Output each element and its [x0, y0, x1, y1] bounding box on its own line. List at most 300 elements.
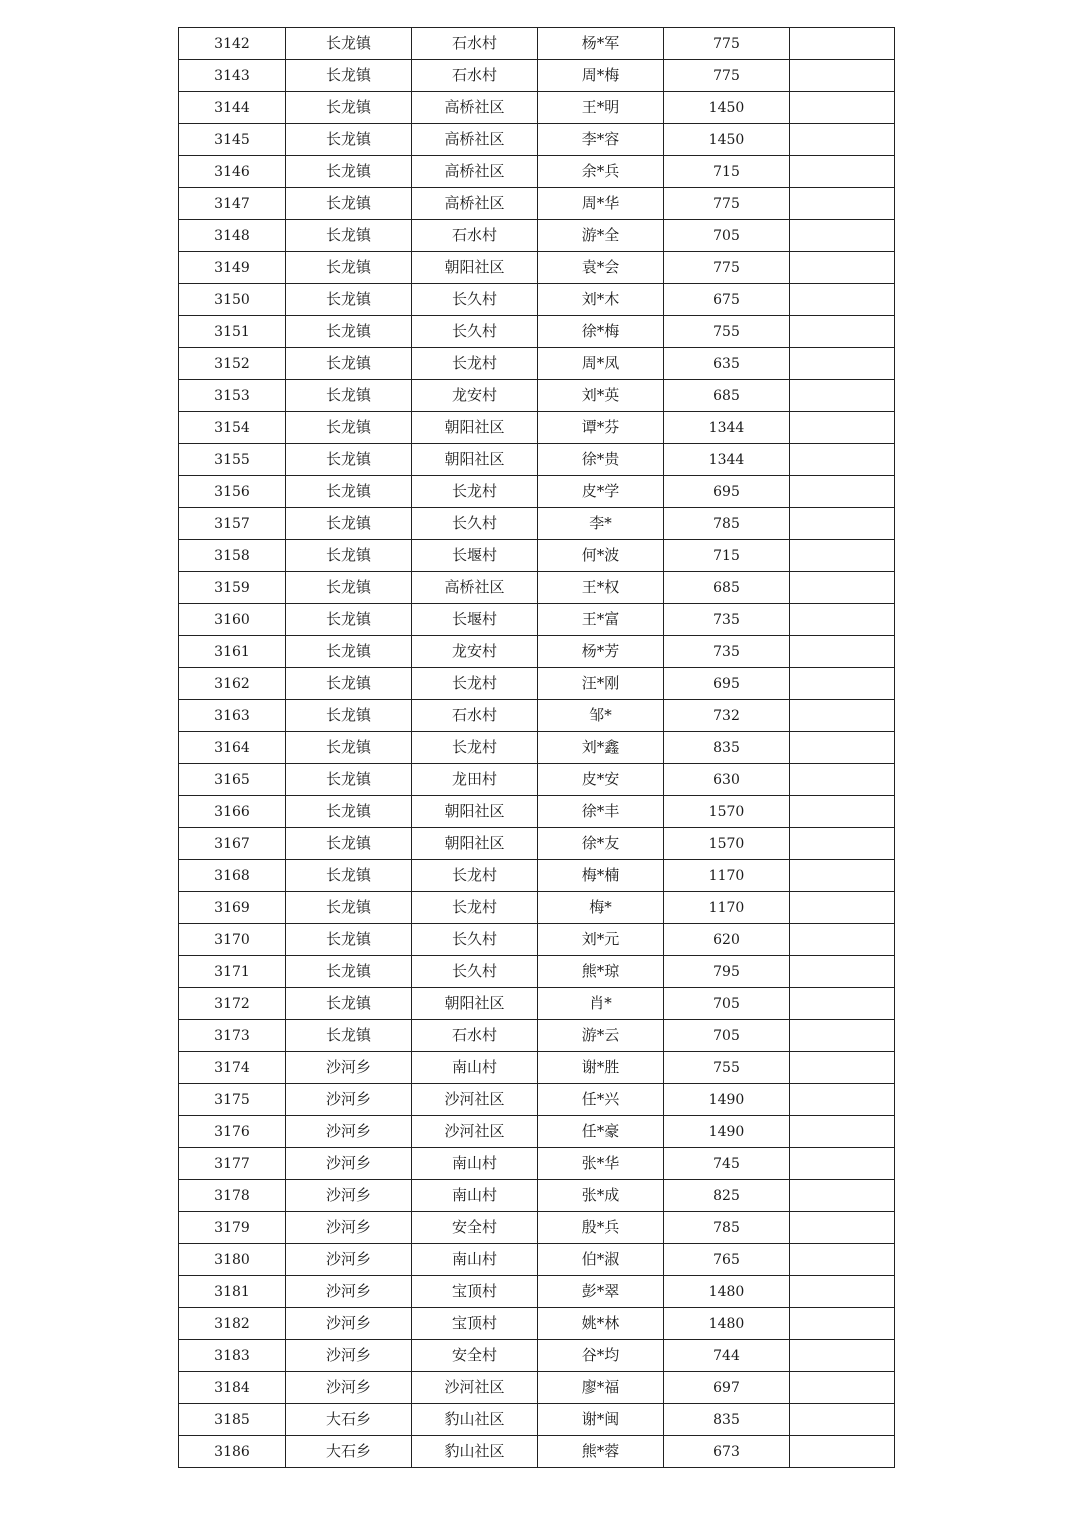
- cell-amount: 697: [664, 1372, 790, 1404]
- cell-person-name: 周*华: [538, 188, 664, 220]
- cell-village: 安全村: [412, 1340, 538, 1372]
- cell-village: 沙河社区: [412, 1084, 538, 1116]
- table-row: [179, 156, 895, 188]
- cell-serial-number: 3146: [179, 156, 286, 188]
- cell-person-name: 任*豪: [538, 1116, 664, 1148]
- cell-remark: [790, 380, 895, 412]
- cell-village: 石水村: [412, 28, 538, 60]
- cell-township: 长龙镇: [286, 764, 412, 796]
- cell-remark: [790, 1436, 895, 1468]
- table-row: [179, 700, 895, 732]
- cell-amount: 685: [664, 380, 790, 412]
- data-table: [178, 27, 895, 1468]
- table-row: [179, 412, 895, 444]
- cell-person-name: 彭*翠: [538, 1276, 664, 1308]
- cell-village: 南山村: [412, 1052, 538, 1084]
- cell-person-name: 徐*梅: [538, 316, 664, 348]
- cell-village: 龙安村: [412, 636, 538, 668]
- table-row: [179, 1372, 895, 1404]
- cell-amount: 1344: [664, 412, 790, 444]
- cell-person-name: 徐*贵: [538, 444, 664, 476]
- table-row: [179, 732, 895, 764]
- cell-serial-number: 3149: [179, 252, 286, 284]
- cell-amount: 775: [664, 28, 790, 60]
- cell-township: 沙河乡: [286, 1212, 412, 1244]
- cell-amount: 715: [664, 156, 790, 188]
- cell-serial-number: 3170: [179, 924, 286, 956]
- cell-amount: 1570: [664, 796, 790, 828]
- table-row: [179, 1052, 895, 1084]
- cell-remark: [790, 92, 895, 124]
- cell-township: 沙河乡: [286, 1052, 412, 1084]
- cell-amount: 1490: [664, 1084, 790, 1116]
- cell-amount: 705: [664, 220, 790, 252]
- cell-person-name: 肖*: [538, 988, 664, 1020]
- cell-person-name: 周*凤: [538, 348, 664, 380]
- cell-village: 豹山社区: [412, 1404, 538, 1436]
- cell-remark: [790, 284, 895, 316]
- table-row: [179, 1276, 895, 1308]
- cell-remark: [790, 860, 895, 892]
- cell-amount: 675: [664, 284, 790, 316]
- table-row: [179, 188, 895, 220]
- cell-remark: [790, 1308, 895, 1340]
- cell-township: 沙河乡: [286, 1244, 412, 1276]
- cell-amount: 685: [664, 572, 790, 604]
- table-row: [179, 924, 895, 956]
- cell-remark: [790, 60, 895, 92]
- cell-remark: [790, 1340, 895, 1372]
- table-row: [179, 1180, 895, 1212]
- cell-township: 长龙镇: [286, 188, 412, 220]
- cell-amount: 835: [664, 1404, 790, 1436]
- cell-person-name: 李*: [538, 508, 664, 540]
- cell-amount: 1480: [664, 1276, 790, 1308]
- cell-remark: [790, 1020, 895, 1052]
- cell-person-name: 游*全: [538, 220, 664, 252]
- cell-person-name: 游*云: [538, 1020, 664, 1052]
- cell-remark: [790, 956, 895, 988]
- cell-village: 长久村: [412, 508, 538, 540]
- cell-person-name: 杨*芳: [538, 636, 664, 668]
- table-row: [179, 796, 895, 828]
- cell-person-name: 谷*均: [538, 1340, 664, 1372]
- cell-person-name: 熊*蓉: [538, 1436, 664, 1468]
- cell-village: 朝阳社区: [412, 796, 538, 828]
- cell-remark: [790, 28, 895, 60]
- table-row: [179, 1148, 895, 1180]
- cell-remark: [790, 540, 895, 572]
- cell-person-name: 梅*: [538, 892, 664, 924]
- table-row: [179, 636, 895, 668]
- cell-serial-number: 3155: [179, 444, 286, 476]
- cell-amount: 744: [664, 1340, 790, 1372]
- cell-amount: 1170: [664, 892, 790, 924]
- cell-amount: 695: [664, 476, 790, 508]
- cell-person-name: 余*兵: [538, 156, 664, 188]
- table-row: [179, 988, 895, 1020]
- cell-serial-number: 3163: [179, 700, 286, 732]
- cell-serial-number: 3186: [179, 1436, 286, 1468]
- table-row: [179, 28, 895, 60]
- cell-serial-number: 3173: [179, 1020, 286, 1052]
- cell-serial-number: 3158: [179, 540, 286, 572]
- cell-township: 沙河乡: [286, 1180, 412, 1212]
- cell-village: 高桥社区: [412, 572, 538, 604]
- cell-village: 沙河社区: [412, 1116, 538, 1148]
- cell-amount: 1480: [664, 1308, 790, 1340]
- cell-serial-number: 3160: [179, 604, 286, 636]
- cell-serial-number: 3159: [179, 572, 286, 604]
- cell-serial-number: 3180: [179, 1244, 286, 1276]
- cell-person-name: 熊*琼: [538, 956, 664, 988]
- cell-remark: [790, 1052, 895, 1084]
- table-row: [179, 828, 895, 860]
- cell-remark: [790, 252, 895, 284]
- cell-person-name: 刘*鑫: [538, 732, 664, 764]
- cell-serial-number: 3177: [179, 1148, 286, 1180]
- cell-amount: 735: [664, 604, 790, 636]
- table-body: [179, 28, 895, 1468]
- cell-person-name: 王*权: [538, 572, 664, 604]
- table-row: [179, 220, 895, 252]
- table-row: [179, 1340, 895, 1372]
- cell-village: 长堰村: [412, 540, 538, 572]
- cell-amount: 1570: [664, 828, 790, 860]
- cell-person-name: 袁*会: [538, 252, 664, 284]
- cell-amount: 785: [664, 1212, 790, 1244]
- cell-village: 南山村: [412, 1244, 538, 1276]
- table-row: [179, 764, 895, 796]
- cell-amount: 795: [664, 956, 790, 988]
- cell-serial-number: 3174: [179, 1052, 286, 1084]
- cell-amount: 705: [664, 988, 790, 1020]
- cell-amount: 755: [664, 1052, 790, 1084]
- table-row: [179, 860, 895, 892]
- cell-amount: 715: [664, 540, 790, 572]
- cell-serial-number: 3166: [179, 796, 286, 828]
- cell-remark: [790, 572, 895, 604]
- cell-serial-number: 3171: [179, 956, 286, 988]
- table-row: [179, 572, 895, 604]
- cell-amount: 785: [664, 508, 790, 540]
- cell-village: 豹山社区: [412, 1436, 538, 1468]
- cell-remark: [790, 1180, 895, 1212]
- table-row: [179, 252, 895, 284]
- table-row: [179, 124, 895, 156]
- cell-village: 石水村: [412, 1020, 538, 1052]
- cell-person-name: 杨*军: [538, 28, 664, 60]
- cell-person-name: 任*兴: [538, 1084, 664, 1116]
- cell-amount: 1170: [664, 860, 790, 892]
- cell-serial-number: 3144: [179, 92, 286, 124]
- cell-village: 长龙村: [412, 860, 538, 892]
- cell-village: 长龙村: [412, 348, 538, 380]
- cell-village: 长久村: [412, 284, 538, 316]
- cell-serial-number: 3176: [179, 1116, 286, 1148]
- table-row: [179, 1116, 895, 1148]
- table-row: [179, 892, 895, 924]
- cell-township: 沙河乡: [286, 1308, 412, 1340]
- cell-amount: 775: [664, 188, 790, 220]
- cell-village: 南山村: [412, 1180, 538, 1212]
- table-row: [179, 956, 895, 988]
- cell-amount: 765: [664, 1244, 790, 1276]
- cell-remark: [790, 1276, 895, 1308]
- cell-township: 长龙镇: [286, 540, 412, 572]
- cell-township: 长龙镇: [286, 700, 412, 732]
- cell-amount: 630: [664, 764, 790, 796]
- cell-remark: [790, 156, 895, 188]
- cell-person-name: 廖*福: [538, 1372, 664, 1404]
- cell-village: 宝顶村: [412, 1276, 538, 1308]
- cell-remark: [790, 700, 895, 732]
- cell-village: 石水村: [412, 60, 538, 92]
- cell-serial-number: 3148: [179, 220, 286, 252]
- cell-remark: [790, 1148, 895, 1180]
- cell-township: 长龙镇: [286, 28, 412, 60]
- table-row: [179, 476, 895, 508]
- table-row: [179, 508, 895, 540]
- cell-township: 长龙镇: [286, 892, 412, 924]
- cell-village: 朝阳社区: [412, 988, 538, 1020]
- cell-serial-number: 3143: [179, 60, 286, 92]
- cell-serial-number: 3147: [179, 188, 286, 220]
- cell-township: 长龙镇: [286, 924, 412, 956]
- cell-person-name: 伯*淑: [538, 1244, 664, 1276]
- cell-amount: 835: [664, 732, 790, 764]
- cell-village: 朝阳社区: [412, 828, 538, 860]
- cell-person-name: 梅*楠: [538, 860, 664, 892]
- cell-serial-number: 3153: [179, 380, 286, 412]
- cell-village: 朝阳社区: [412, 444, 538, 476]
- cell-remark: [790, 1084, 895, 1116]
- cell-remark: [790, 1212, 895, 1244]
- cell-amount: 695: [664, 668, 790, 700]
- cell-remark: [790, 1372, 895, 1404]
- cell-township: 长龙镇: [286, 604, 412, 636]
- cell-serial-number: 3175: [179, 1084, 286, 1116]
- cell-township: 沙河乡: [286, 1276, 412, 1308]
- table-row: [179, 1020, 895, 1052]
- cell-serial-number: 3157: [179, 508, 286, 540]
- table-row: [179, 668, 895, 700]
- cell-remark: [790, 220, 895, 252]
- cell-township: 长龙镇: [286, 92, 412, 124]
- cell-amount: 1344: [664, 444, 790, 476]
- cell-township: 大石乡: [286, 1436, 412, 1468]
- cell-remark: [790, 188, 895, 220]
- cell-remark: [790, 892, 895, 924]
- cell-township: 长龙镇: [286, 156, 412, 188]
- table-row: [179, 1308, 895, 1340]
- cell-person-name: 刘*元: [538, 924, 664, 956]
- cell-village: 长久村: [412, 316, 538, 348]
- cell-village: 龙安村: [412, 380, 538, 412]
- cell-person-name: 谭*芬: [538, 412, 664, 444]
- table-row: [179, 92, 895, 124]
- table-row: [179, 1084, 895, 1116]
- cell-person-name: 李*容: [538, 124, 664, 156]
- cell-amount: 775: [664, 252, 790, 284]
- cell-person-name: 谢*闽: [538, 1404, 664, 1436]
- cell-remark: [790, 508, 895, 540]
- cell-remark: [790, 124, 895, 156]
- cell-township: 大石乡: [286, 1404, 412, 1436]
- cell-amount: 1490: [664, 1116, 790, 1148]
- cell-serial-number: 3184: [179, 1372, 286, 1404]
- cell-amount: 732: [664, 700, 790, 732]
- cell-village: 高桥社区: [412, 124, 538, 156]
- cell-village: 长龙村: [412, 732, 538, 764]
- cell-serial-number: 3181: [179, 1276, 286, 1308]
- table-row: [179, 1404, 895, 1436]
- cell-township: 沙河乡: [286, 1084, 412, 1116]
- table-row: [179, 1436, 895, 1468]
- table-row: [179, 604, 895, 636]
- cell-township: 长龙镇: [286, 412, 412, 444]
- cell-amount: 745: [664, 1148, 790, 1180]
- cell-person-name: 殷*兵: [538, 1212, 664, 1244]
- cell-village: 朝阳社区: [412, 412, 538, 444]
- table-row: [179, 1244, 895, 1276]
- cell-serial-number: 3152: [179, 348, 286, 380]
- cell-serial-number: 3172: [179, 988, 286, 1020]
- cell-village: 长久村: [412, 924, 538, 956]
- cell-township: 长龙镇: [286, 860, 412, 892]
- cell-township: 长龙镇: [286, 732, 412, 764]
- cell-serial-number: 3154: [179, 412, 286, 444]
- cell-remark: [790, 668, 895, 700]
- cell-person-name: 张*成: [538, 1180, 664, 1212]
- cell-serial-number: 3169: [179, 892, 286, 924]
- cell-village: 南山村: [412, 1148, 538, 1180]
- cell-village: 长堰村: [412, 604, 538, 636]
- cell-village: 石水村: [412, 220, 538, 252]
- cell-township: 长龙镇: [286, 668, 412, 700]
- cell-serial-number: 3150: [179, 284, 286, 316]
- cell-remark: [790, 316, 895, 348]
- cell-person-name: 谢*胜: [538, 1052, 664, 1084]
- cell-serial-number: 3162: [179, 668, 286, 700]
- cell-amount: 825: [664, 1180, 790, 1212]
- cell-amount: 705: [664, 1020, 790, 1052]
- cell-person-name: 汪*刚: [538, 668, 664, 700]
- table-row: [179, 1212, 895, 1244]
- cell-remark: [790, 1244, 895, 1276]
- cell-serial-number: 3168: [179, 860, 286, 892]
- cell-township: 长龙镇: [286, 348, 412, 380]
- cell-person-name: 周*梅: [538, 60, 664, 92]
- table-row: [179, 60, 895, 92]
- cell-person-name: 张*华: [538, 1148, 664, 1180]
- cell-serial-number: 3179: [179, 1212, 286, 1244]
- cell-serial-number: 3161: [179, 636, 286, 668]
- cell-serial-number: 3182: [179, 1308, 286, 1340]
- cell-village: 长龙村: [412, 892, 538, 924]
- cell-amount: 755: [664, 316, 790, 348]
- cell-person-name: 皮*学: [538, 476, 664, 508]
- cell-serial-number: 3142: [179, 28, 286, 60]
- cell-township: 长龙镇: [286, 1020, 412, 1052]
- cell-township: 沙河乡: [286, 1372, 412, 1404]
- cell-village: 高桥社区: [412, 156, 538, 188]
- cell-remark: [790, 764, 895, 796]
- cell-remark: [790, 1404, 895, 1436]
- cell-amount: 775: [664, 60, 790, 92]
- cell-person-name: 邹*: [538, 700, 664, 732]
- cell-person-name: 姚*林: [538, 1308, 664, 1340]
- cell-serial-number: 3185: [179, 1404, 286, 1436]
- cell-township: 长龙镇: [286, 380, 412, 412]
- cell-village: 石水村: [412, 700, 538, 732]
- cell-village: 长久村: [412, 956, 538, 988]
- cell-township: 长龙镇: [286, 124, 412, 156]
- cell-township: 沙河乡: [286, 1148, 412, 1180]
- table-row: [179, 380, 895, 412]
- cell-remark: [790, 636, 895, 668]
- cell-township: 长龙镇: [286, 476, 412, 508]
- cell-village: 沙河社区: [412, 1372, 538, 1404]
- cell-village: 朝阳社区: [412, 252, 538, 284]
- cell-township: 长龙镇: [286, 636, 412, 668]
- cell-amount: 620: [664, 924, 790, 956]
- cell-village: 长龙村: [412, 668, 538, 700]
- cell-village: 高桥社区: [412, 92, 538, 124]
- cell-person-name: 王*富: [538, 604, 664, 636]
- cell-township: 长龙镇: [286, 796, 412, 828]
- cell-serial-number: 3164: [179, 732, 286, 764]
- cell-person-name: 徐*友: [538, 828, 664, 860]
- cell-person-name: 王*明: [538, 92, 664, 124]
- cell-person-name: 何*波: [538, 540, 664, 572]
- cell-township: 长龙镇: [286, 988, 412, 1020]
- cell-person-name: 刘*英: [538, 380, 664, 412]
- table-row: [179, 316, 895, 348]
- cell-remark: [790, 1116, 895, 1148]
- cell-township: 长龙镇: [286, 572, 412, 604]
- cell-township: 长龙镇: [286, 220, 412, 252]
- cell-village: 龙田村: [412, 764, 538, 796]
- cell-township: 长龙镇: [286, 284, 412, 316]
- cell-township: 长龙镇: [286, 316, 412, 348]
- cell-township: 长龙镇: [286, 60, 412, 92]
- cell-township: 沙河乡: [286, 1340, 412, 1372]
- table-row: [179, 284, 895, 316]
- cell-amount: 635: [664, 348, 790, 380]
- cell-remark: [790, 412, 895, 444]
- table-row: [179, 444, 895, 476]
- cell-amount: 1450: [664, 92, 790, 124]
- cell-remark: [790, 444, 895, 476]
- cell-serial-number: 3178: [179, 1180, 286, 1212]
- table-row: [179, 540, 895, 572]
- cell-person-name: 徐*丰: [538, 796, 664, 828]
- cell-remark: [790, 796, 895, 828]
- cell-amount: 735: [664, 636, 790, 668]
- cell-serial-number: 3151: [179, 316, 286, 348]
- cell-village: 长龙村: [412, 476, 538, 508]
- cell-amount: 673: [664, 1436, 790, 1468]
- cell-township: 长龙镇: [286, 508, 412, 540]
- cell-township: 长龙镇: [286, 956, 412, 988]
- cell-serial-number: 3156: [179, 476, 286, 508]
- cell-remark: [790, 924, 895, 956]
- cell-remark: [790, 732, 895, 764]
- cell-person-name: 皮*安: [538, 764, 664, 796]
- cell-township: 长龙镇: [286, 252, 412, 284]
- cell-remark: [790, 476, 895, 508]
